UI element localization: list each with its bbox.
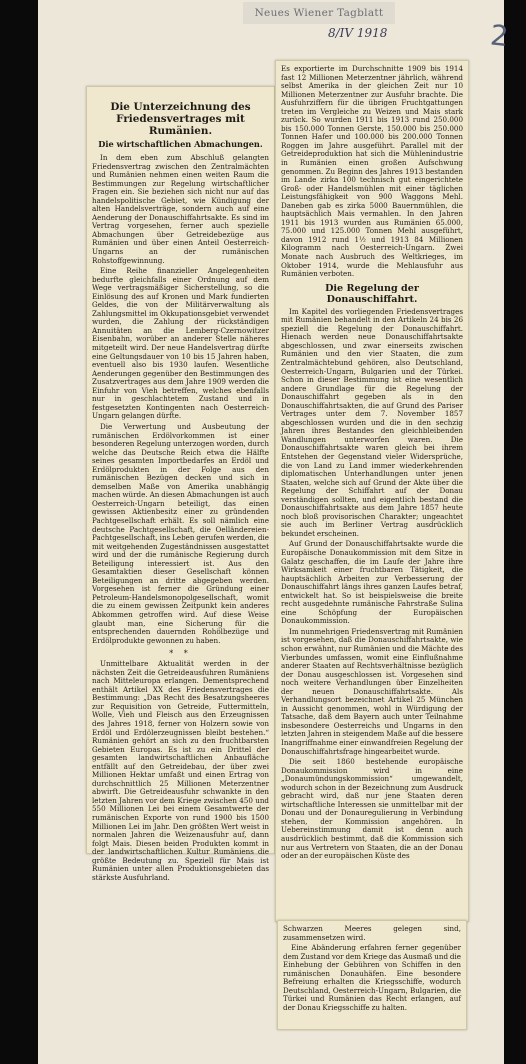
article-paragraph: Eine Reihe finanzieller Angelegenheiten bedurfte gleichfalls einer Ordnung auf dem Wege vertragsmäßiger Sicherstellung, so die Einlösung des auf Kronen und Mark fundierten Geldes, die von der Militärverwaltung als Zahlungsmittel im Okkupationsgebiet verwendet wurden, die Zahlung der rückständigen Annuitäten an die Lemberg-Czernowitzer Eisenbahn, worüber an anderer Stelle näheres mitgeteilt wird. Der neue Handelsvertrag dürfte eine Geltungsdauer von 10 bis 15 Jahren haben, eventuell also bis 1930 laufen. Wesentliche Aenderungen gegenüber den Bestimmungen des Zusatzvertrages aus dem Jahre 1909 werden die Einfuhr von Vieh betreffen, welches ebenfalls nur in geschlachtetem Zustand und in festgesetzten Kontingenten nach Oesterreich-Ungarn gelangen dürfte.	[92, 266, 269, 421]
article-paragraph: Die Verwertung und Ausbeutung der rumänischen Erdölvorkommen ist einer besonderen Regelung unterzogen worden, durch welche das Deutsche Reich etwa die Hälfte seines gesamten Importbedarfes an Erdöl und Erdölprodukten in der Folge aus den rumänischen Bezügen decken und sich in demselben Maße von Amerika unabhängig machen würde. An diesen Abmachungen ist auch Oesterreich-Ungarn beteiligt, das einen gewissen Aktienbesitz einer zu gründenden Pachtgesellschaft erhält. Es soll nämlich eine deutsche Pachtgesellschaft, die Oelländereien-Pachtgesellschaft, ins Leben gerufen werden, die mit weitgehenden Zugeständnissen ausgestattet wird und der die rumänische Regierung durch Beteiligung interessiert ist. Aus den Gesamtaktien dieser Gesellschaft können Beteiligungen an dritte abgegeben werden. Vorgesehen ist ferner die Gründung einer Petroleum-Handelsmonopolgesellschaft, womit die zu einem gewissen Zeitpunkt kein anderes Abkommen getroffen wird. Auf diese Weise glaubt man, eine Sicherung für die entsprechenden dauernden Rohölbezüge und Erdölprodukte gewonnen zu haben.	[92, 421, 269, 645]
article-paragraph: Die seit 1860 bestehende europäische Donaukommission wird in eine „Donaumündungskommission“ umgewandelt, wodurch schon in der Bezeichnung zum Ausdruck gebracht wird, daß nur jene Staaten deren wirtschaftliche Interessen sie unmittelbar mit der Donau und der Donauregulierung in Verbindung stehen, der Kommission angehören. In Uebereinstimmung damit ist denn auch ausdrücklich bestimmt, daß die Kommission sich nur aus Vertretern von Staaten, die an der Donau oder an der europäischen Küste des	[281, 757, 463, 861]
article-paragraph: Schwarzen Meeres gelegen sind, zusammensetzen wird.	[283, 924, 461, 942]
right-clipping	[275, 60, 469, 922]
left-clipping	[86, 86, 275, 882]
handwritten-date: 8/IV 1918	[328, 26, 388, 40]
newspaper-stamp: Neues Wiener Tagblatt	[243, 2, 395, 24]
article-paragraph: Im Kapitel des vorliegenden Friedensvertrages mit Rumänien behandelt in den Artikeln 24 bis 26 speziell die Regelung der Donauschiffahrt. Hienach werden neue Donauschiffahrtsakte abgeschlossen, und zwar einerseits zwischen Rumänien und den vier Staaten, die zum Zentralmächtebund gehören, also Deutschland, Oesterreich-Ungarn, Bulgarien und der Türkei. Schon in dieser Bestimmung ist eine wesentlich andere Grundlage für die Regelung der Donauschiffahrt gegeben als in den Donauschiffahrtsakten, die auf Grund des Pariser Vertrages unter dem 7. November 1857 abgeschlossen wurden und die in den sechzig Jahren ihres Bestandes den gleichbleibenden Wandlungen unterworfen waren. Die Donauschiffahrtsakte waren gleich bei ihrem Entstehen der Gegenstand vieler Widersprüche, die von Land zu Land immer wiederkehrenden diplomatischen Unterhandlungen unter jenen Staaten, welche sich auf Grund der Akte über die Regelung der Schiffahrt auf der Donau verständigen sollten, und eigentlich bestand die Donauschiffahrtsakte aus dem Jahre 1857 heute noch bloß provisorischen Charakter; ungeachtet sie auch im Berliner Vertrag ausdrücklich bekundet erscheinen.	[281, 306, 463, 538]
article-paragraph: Unmittelbare Aktualität werden in der nächsten Zeit die Getreideausfuhren Rumäniens nach Mitteleuropa erlangen. Dementsprechend enthält Artikel XX des Friedensvertrages die Bestimmung: „Das Recht des Besatzungsheeres zur Requisition von Getreide, Futtermitteln, Wolle, Vieh und Fleisch aus den Erzeugnissen des Jahres 1918, ferner von Holzern sowie von Erdöl und Erdölerzeugnissen bleibt bestehen.“ Rumänien gehört an sich zu den fruchtbarsten Gebieten Europas. Es ist zu ein Drittel der gesamten landwirtschaftlichen Anbaufläche entfällt auf den Getreidebau, der über zwei Millionen Hektar umfaßt und einen Ertrag von durchschnittlich 25 Millionen Meterzentner abwirft. Die Getreideausfuhr schwankte in den letzten Jahren vor dem Kriege zwischen 450 und 550 Millionen Lei bei einem Gesamtwerte der rumänischen Exporte von rund 1900 bis 1500 Millionen Lei im Jahr. Den größten Wert weist in normalen Jahren die Weizenausfuhr auf, dann folgt Mais. Diesen beiden Produkten kommt in der landwirtschaftlichen Kultur Rumäniens die größte Bedeutung zu. Speziell für Mais ist Rumänien unter allen Produktionsgebieten das stärkste Ausfuhrland.	[92, 659, 269, 882]
handwritten-page-number: 2	[488, 18, 510, 54]
article-paragraph: Es exportierte im Durchschnitte 1909 bis 1914 fast 12 Millionen Meterzentner jährlich, während selbst Amerika in der gleichen Zeit nur 10 Millionen Meterzentner zur Ausfuhr brachte. Die Ausfuhrziffern für die übrigen Fruchtgattungen treten im Vergleiche zu Weizen und Mais stark zurück. So wurden 1911 bis 1913 rund 250.000 bis 150.000 Tonnen Gerste, 150.000 bis 250.000 Tonnen Hafer und 100.000 bis 200.000 Tonnen Roggen im Jahre ausgeführt. Parallel mit der Getreideproduktion hat sich die Mühlenindustrie in Rumänien einen großen Aufschwung genommen. Zu Beginn des Jahres 1913 bestanden im Lande zirka 100 technisch gut eingerichtete Groß- oder Handelsmühlen mit einer täglichen Leistungsfähigkeit von 900 Waggons Mehl. Daneben gab es zirka 5000 Bauernmühlen, die hauptsächlich Mais vermahlen. In den Jahren 1911 bis 1913 wurden aus Rumänien 65.000, 75.000 und 125.000 Tonnen Mehl ausgeführt, davon 1912 rund 1½ und 1913 84 Millionen Kilogramm nach Oesterreich-Ungarn. Zwei Monate nach Ausbruch des Weltkrieges, im Oktober 1914, wurde die Mehlausfuhr aus Rumänien verboten.	[281, 64, 463, 279]
bottom-clipping	[277, 920, 467, 1030]
section-title: Die Regelung der Donauschiffahrt.	[325, 282, 419, 305]
article-paragraph: Im nunmehrigen Friedensvertrag mit Rumänien ist vorgesehen, daß die Donauschiffahrtsakte, wie schon erwähnt, nur Rumänien und die Mächte des Vierbundes umfassen, womit eine Einflußnahme anderer Staaten auf Rechtsverhältnisse bezüglich der Donau ausgeschlossen ist. Vorgesehen sind noch weitere Verhandlungen über Einzelheiten der neuen Donauschiffahrtsakte. Als Verhandlungsort bezeichnet Artikel 25 München in Aussicht genommen, wohl in Würdigung der Tatsache, daß dem Bayern auch unter Teilnahme insbesondere Oesterreichs und Ungarns in den letzten Jahren in steigendem Maße auf die bessere Inangriffnahme einer einwandfreien Regelung der Donauschiffahrtsfrage hingearbeitet wurde.	[281, 626, 463, 756]
article-subtitle: Die wirtschaftlichen Abmachungen.	[98, 139, 263, 149]
article-paragraph: In dem eben zum Abschluß gelangten Friedensvertrag zwischen den Zentralmächten und Rumänien nehmen einen weiten Raum die Bestimmungen zur Regelung wirtschaftlicher Fragen ein. Sie beziehen sich nicht nur auf das handelspolitische Gebiet, wie Kündigung der alten Handelsverträge, sondern auch auf eine Aenderung der Donauschiffahrtsakte. Es sind im Vertrag vorgesehen, ferner auch spezielle Abmachungen über Getreidebezüge aus Rumänien und über einen Anteil Oesterreich-Ungarns an der rumänischen Rohstoffgewinnung.	[92, 153, 269, 265]
article-title: Die Unterzeichnung des Friedensvertrages mit Rumänien.	[110, 101, 251, 137]
article-paragraph: Auf Grund der Donauschiffahrtsakte wurde die Europäische Donaukommission mit dem Sitze in Galatz geschaffen, die im Laufe der Jahre ihre Wirksamkeit einer fruchtbaren Tätigkeit, die hauptsächlich Arbeiten zur Verbesserung der Donauschiffahrt längs ihres ganzen Laufes betraf, entwickelt hat. So ist beispielsweise die breite recht ausgedehnte rumänische Fahrstraße Sulina eine Schöpfung der Europäischen Donaukommission.	[281, 539, 463, 626]
section-separator: * *	[169, 649, 192, 659]
article-paragraph: Eine Abänderung erfahren ferner gegenüber dem Zustand vor dem Kriege das Ausmaß und die Einhebung der Gebühren von Schiffen in den rumänischen Donauhäfen. Eine besondere Befreiung erhalten die Kriegsschiffe, wodurch Deutschland, Oesterreich-Ungarn, Bulgarien, die Türkei und Rumänien das Recht erlangen, auf der Donau Kriegsschiffe zu halten.	[283, 943, 461, 1012]
